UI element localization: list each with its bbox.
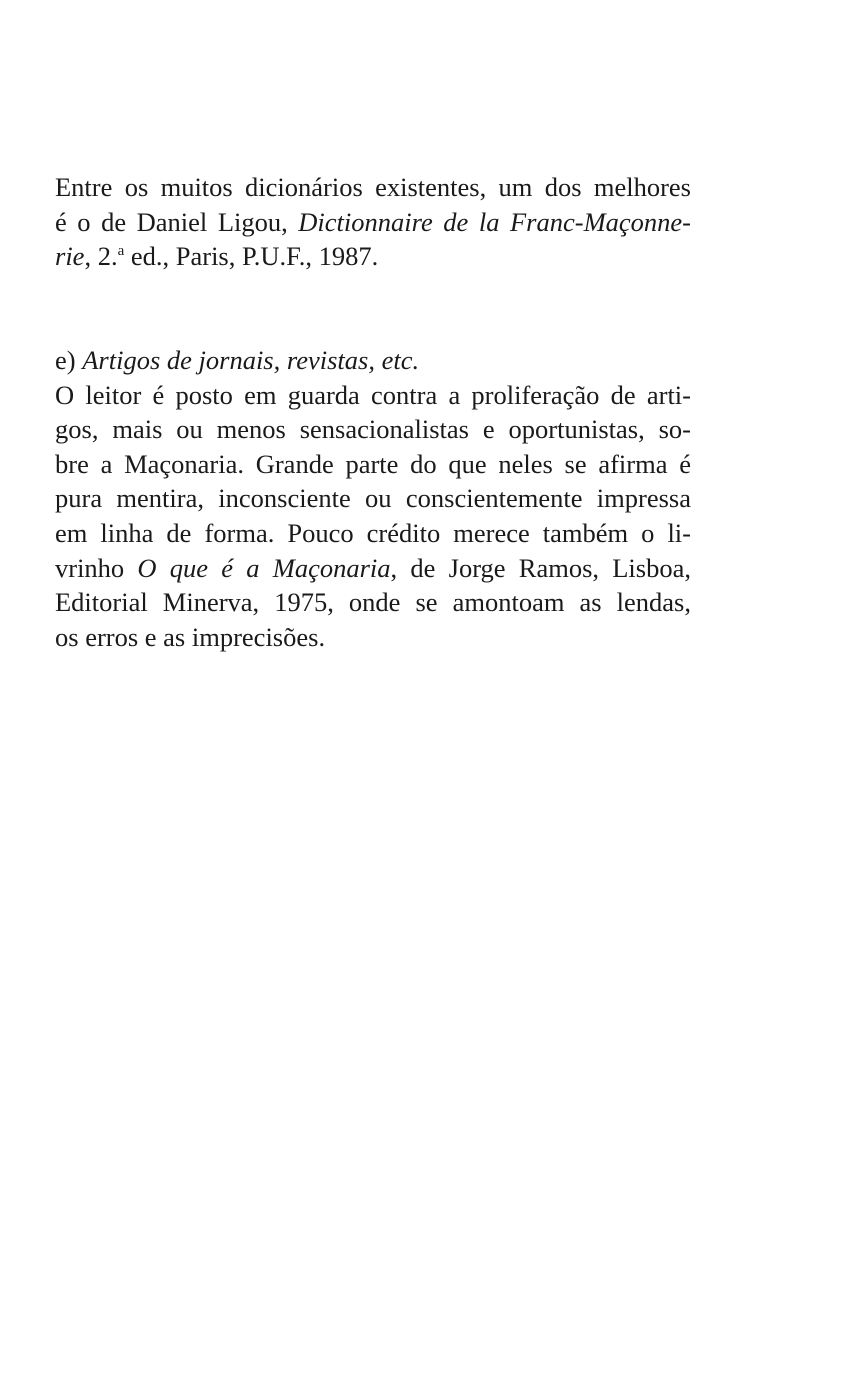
text-run: vrinho [55,552,138,583]
text-line [55,239,691,274]
book-title: O que é a Maçonaria [137,552,391,583]
text-line: os erros e as imprecisões. [55,621,326,652]
paragraph-dictionaries [55,170,691,274]
text-run: é o de Daniel Ligou, [55,206,299,237]
text-run: , 2. [84,241,118,272]
text-run: , de Jorge Ramos, Lisboa, [390,552,691,583]
text-line: bre a Maçonaria. Grande parte do que neles se afirma é [55,448,691,479]
text-line: gos, mais ou menos sensacionalistas e oportunistas, so- [55,414,691,445]
section-heading [55,343,691,378]
section-e-articles [55,343,691,654]
text-run: ed., Paris, P.U.F., 1987. [124,241,379,272]
text-line: O leitor é posto em guarda contra a proliferação de arti- [55,379,691,410]
ordinal-superscript: a [117,243,125,260]
text-line: Entre os muitos dicionários existentes, um dos melhores [55,172,691,202]
text-line [55,551,691,586]
text-line: pura mentira, inconsciente ou conscientemente impressa [55,483,691,514]
book-title: rie [55,241,85,272]
section-label: e) [55,345,83,375]
section-title: Artigos de jornais, revistas, etc. [82,345,420,375]
text-line: Editorial Minerva, 1975, onde se amontoam as lendas, [55,587,691,618]
text-line [55,205,691,240]
book-title: Dictionnaire de la Franc-Maçonne- [298,206,691,237]
text-line: em linha de forma. Pouco crédito merece também o li- [55,517,691,548]
